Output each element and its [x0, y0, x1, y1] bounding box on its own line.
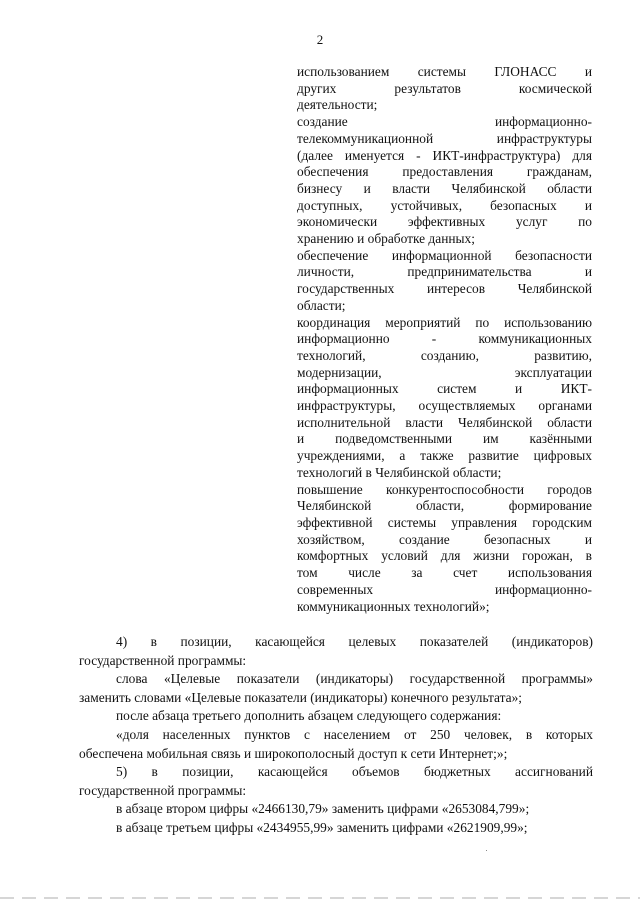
paragraph-line: обеспечена мобильная связь и широкополосный доступ к сети Интернет;»; [79, 745, 508, 761]
text-line: других результатов космической [297, 80, 592, 96]
paragraph-line: заменить словами «Целевые показатели (индикаторы) конечного результата»; [79, 689, 523, 705]
text-line: (далее именуется - ИКТ-инфраструктура) для [297, 147, 592, 163]
text-line: хозяйством, создание безопасных и [297, 531, 592, 547]
text-line: учреждениями, а также развитие цифровых [297, 448, 592, 464]
text-line: области; [297, 297, 346, 313]
text-line: исполнительной власти Челябинской области [297, 414, 592, 430]
text-line: модернизации, эксплуатации [297, 364, 592, 380]
text-line: телекоммуникационной инфраструктуры [297, 130, 592, 146]
text-line: экономически эффективных услуг по [297, 214, 592, 230]
text-line: доступных, устойчивых, безопасных и [297, 197, 592, 213]
text-line: бизнесу и власти Челябинской области [297, 180, 592, 196]
text-line: координация мероприятий по использованию [297, 314, 592, 330]
scan-artifact-dot [486, 850, 487, 851]
paragraph-line: после абзаца третьего дополнить абзацем следующего содержания: [116, 708, 502, 724]
paragraph-line: государственной программы: [79, 652, 247, 668]
scan-artifact-line [0, 897, 640, 899]
text-line: информационных систем и ИКТ- [297, 381, 592, 397]
paragraph-line: 5) в позиции, касающейся объемов бюджетных ассигнований [116, 764, 593, 780]
paragraph-line: слова «Целевые показатели (индикаторы) государственной программы» [116, 671, 593, 687]
text-line: том числе за счет использования [297, 565, 592, 581]
text-line: использованием системы ГЛОНАСС и [297, 64, 592, 79]
text-line: современных информационно- [297, 581, 592, 597]
paragraph-line: в абзаце третьем цифры «2434955,99» заменить цифрами «2621909,99»; [116, 819, 528, 835]
text-line: эффективной системы управления городским [297, 514, 592, 530]
page-number: 2 [316, 32, 324, 47]
text-line: деятельности; [297, 97, 378, 113]
text-line: и подведомственными им казёнными [297, 431, 592, 447]
paragraph-line: в абзаце втором цифры «2466130,79» заменить цифрами «2653084,799»; [116, 801, 530, 817]
text-line: повышение конкурентоспособности городов [297, 481, 592, 497]
text-line: технологий, созданию, развитию, [297, 347, 592, 363]
paragraph-line: государственной программы: [79, 782, 247, 798]
paragraph-line: «доля населенных пунктов с населением от 250 человек, в которых [116, 726, 593, 742]
text-line: обеспечения предоставления гражданам, [297, 164, 592, 180]
text-line: информационно - коммуникационных [297, 331, 592, 347]
main-body-text [79, 633, 593, 838]
text-line: коммуникационных технологий»; [297, 598, 490, 614]
amended-text-column [297, 64, 592, 615]
text-line: технологий в Челябинской области; [297, 464, 502, 480]
text-line: личности, предпринимательства и [297, 264, 592, 280]
text-line: комфортных условий для жизни горожан, в [297, 548, 592, 564]
text-line: обеспечение информационной безопасности [297, 247, 592, 263]
text-line: Челябинской области, формирование [297, 498, 592, 514]
text-line: создание информационно- [297, 114, 592, 130]
text-line: государственных интересов Челябинской [297, 281, 592, 297]
paragraph-line: 4) в позиции, касающейся целевых показателей (индикаторов) [116, 634, 593, 649]
text-line: инфраструктуры, осуществляемых органами [297, 398, 592, 414]
text-line: хранению и обработке данных; [297, 231, 475, 247]
